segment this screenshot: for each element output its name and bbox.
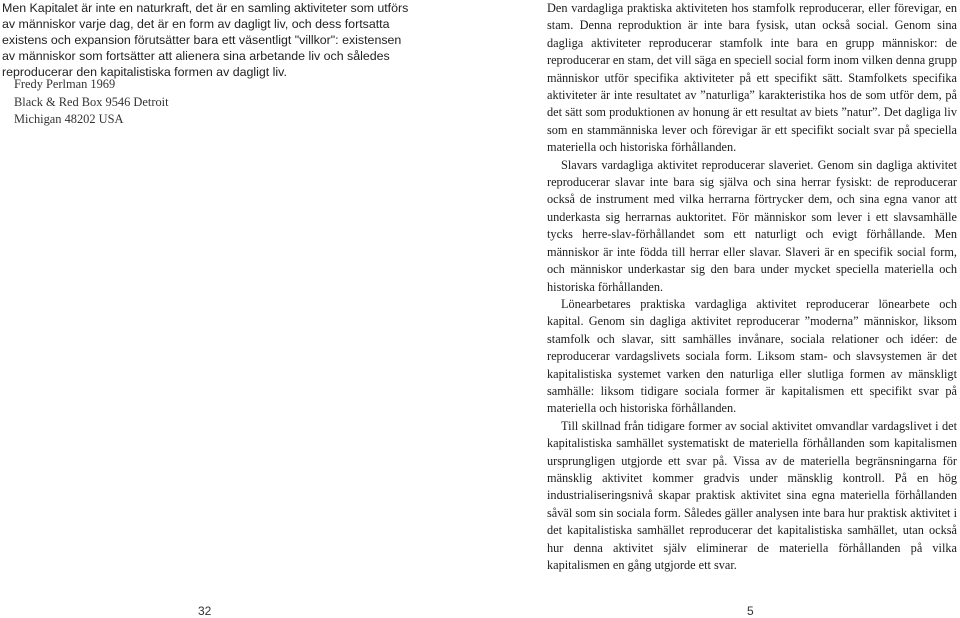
body-text: [547, 0, 957, 574]
closing-paragraph: [2, 0, 416, 80]
paragraph-wage-labor: Lönearbetares praktiska vardagliga aktivitet reproducerar lönearbete och kapital. Genom sin dagliga aktivitet reproducerar ”moderna” människor, liksom stamfolk och slavar, sitt samhälles invånare, sociala relationer och idéer: de reproducerar vardagslivets sociala form. Liksom stam- och slavsystemen är det kapitalistiska systemet varken den naturliga eller slutliga formen av mänskligt samhälle: liksom tidigare sociala former är kapitalismen ett specifikt svar på materiella och historiska förhållanden.: [547, 296, 957, 416]
page-number-right: 5: [747, 604, 754, 618]
closing-paragraph-text: Men Kapitalet är inte en naturkraft, det är en samling aktiviteter som utförs av människor varje dag, det är en form av dagligt liv, och dess fortsatta existens och expansion förutsätter bara ett väsentligt "villkor": existensen av människor som fortsätter att alienera sina arbetande liv och således reproducerar den kapitalistiska formen av dagligt liv.: [2, 1, 409, 79]
address-line-1: Black & Red Box 9546 Detroit: [14, 94, 169, 109]
paragraph-capitalism: Till skillnad från tidigare former av social aktivitet omvandlar vardagslivet i det kapitalistiska samhället systematiskt de materiella förhållanden som kapitalismen ursprungligen utgjorde ett svar på. Vissa av de materiella begränsningarna för mänsklig aktivitet kommer gradvis under mänsklig kontroll. På en hög industrialiseringsnivå skapar praktisk aktivitet sina egna materiella förhållanden såväl som sin sociala form. Således gäller analysen inte bara hur praktisk aktivitet i det kapitalistiska samhället reproducerar det kapitalistiska samhället, utan också hur denna aktivitet själv eliminerar de materiella förhållanden på vilka kapitalismen en gång utgjorde ett svar.: [547, 418, 957, 572]
paragraph-tribal: Den vardagliga praktiska aktiviteten hos stamfolk reproducerar, eller förevigar, en stam. Denna reproduktion är inte bara fysisk, utan också social. Genom sina dagliga aktiviteter reproducerar stamfolk inte bara en grupp människor: de reproducerar en stam, det vill säga en speciell social form inom vilken denna grupp människor utför specifika aktiviteter på ett specifikt sätt. Stamfolkets specifika aktiviteter är inte resultatet av ”naturliga” karakteristika hos de som utför dem, på det sätt som produktionen av honung är ett resultat av biets ”natur”. Det dagliga liv som en stammänniska lever och förevigar är ett specifikt socialt svar på speciella materiella och historiska förhållanden.: [547, 1, 957, 155]
paragraph-slavery: Slavars vardagliga aktivitet reproducerar slaveriet. Genom sin dagliga aktivitet reproducerar slavar inte bara sig själva och sina herrar fysiskt: de reproducerar också de instrument med vilka herrarna förtrycker dem, och sina egna vanor att underkasta sig herrarnas auktoritet. För människor som lever i ett slavsamhälle tycks herre-slav-förhållandet som ett naturligt och evigt förhållande. Men människor är inte födda till herrar eller slavar. Slaveri är en specifik social form, och människor underkastar sig den bara under mycket speciella materiella och historiska förhållanden.: [547, 157, 957, 294]
page-number-left: 32: [198, 604, 212, 618]
author-signature: [14, 76, 314, 129]
right-page: [480, 0, 960, 618]
author-name: Fredy Perlman 1969: [14, 77, 116, 91]
address-line-2: Michigan 48202 USA: [14, 112, 124, 126]
